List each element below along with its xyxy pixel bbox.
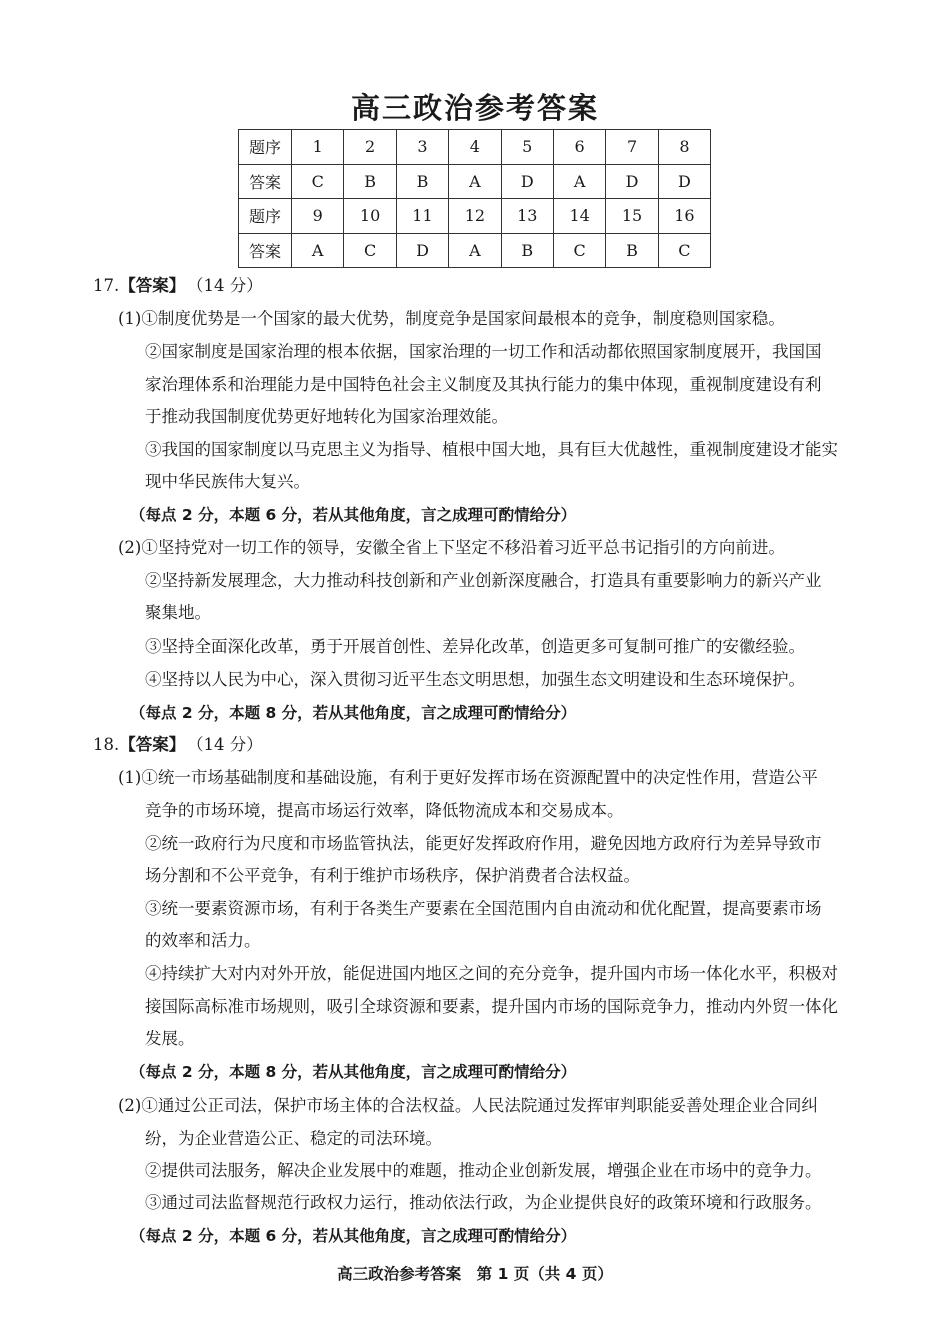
q18-p1-line: (1)①统一市场基础制度和基础设施，有利于更好发挥市场在资源配置中的决定性作用，营造公平 xyxy=(118,768,818,787)
q17-p2-line: (2)①坚持党对一切工作的领导，安徽全省上下坚定不移沿着习近平总书记指引的方向前进。 xyxy=(118,538,785,557)
answer-table-cell: 16 xyxy=(658,199,710,234)
q17-p1-line: 于推动我国制度优势更好地转化为国家治理效能。 xyxy=(145,407,508,426)
page-title: 高三政治参考答案 xyxy=(350,91,599,125)
q17-p2-line: ②坚持新发展理念，大力推动科技创新和产业创新深度融合，打造具有重要影响力的新兴产业 xyxy=(145,571,822,590)
answer-table-cell: D xyxy=(396,233,448,268)
q18-p1-line: 场分割和不公平竞争，有利于维护市场秩序，保护消费者合法权益。 xyxy=(145,866,640,885)
q18-p1-line: ④持续扩大对内对外开放，能促进国内地区之间的充分竞争，提升国内市场一体化水平，积极对 xyxy=(145,964,838,983)
q18-p2-line: ③通过司法监督规范行政权力运行，推动依法行政，为企业提供良好的政策环境和行政服务。 xyxy=(145,1193,822,1212)
answer-table-cell: 10 xyxy=(344,199,396,234)
answer-table-row-label: 题序 xyxy=(239,199,292,234)
answer-table-cell: 1 xyxy=(292,130,344,165)
answer-table-cell: C xyxy=(292,164,344,199)
answer-table-cell: 3 xyxy=(396,130,448,165)
q18-p2-line: 纷，为企业营造公正、稳定的司法环境。 xyxy=(145,1129,442,1148)
q17-p1-scoring-note: （每点 2 分，本题 6 分，若从其他角度，言之成理可酌情给分） xyxy=(130,506,577,524)
page-footer: 高三政治参考答案 第 1 页（共 4 页） xyxy=(337,1265,613,1283)
q18-p2-scoring-note: （每点 2 分，本题 6 分，若从其他角度，言之成理可酌情给分） xyxy=(130,1227,577,1245)
answer-table-cell: D xyxy=(606,164,658,199)
q18-p1-scoring-note: （每点 2 分，本题 8 分，若从其他角度，言之成理可酌情给分） xyxy=(130,1063,577,1081)
answer-table-cell: A xyxy=(292,233,344,268)
answer-table-cell: 8 xyxy=(658,130,710,165)
answer-table-cell: 4 xyxy=(449,130,501,165)
answer-table-cell: 11 xyxy=(396,199,448,234)
answer-table-cell: 7 xyxy=(606,130,658,165)
q18-p2-line: ②提供司法服务，解决企业发展中的难题，推动企业创新发展，增强企业在市场中的竞争力。 xyxy=(145,1161,822,1180)
q17-score: （14 分） xyxy=(195,276,263,295)
answer-table-cell: B xyxy=(396,164,448,199)
answer-table-cell: A xyxy=(449,164,501,199)
answer-table-cell: B xyxy=(501,233,553,268)
answer-table-cell: 9 xyxy=(292,199,344,234)
q18-p1-line: 的效率和活力。 xyxy=(145,931,261,950)
q18-p1-line: ③统一要素资源市场，有利于各类生产要素在全国范围内自由流动和优化配置，提高要素市场 xyxy=(145,899,822,918)
answer-table-row-label: 题序 xyxy=(239,130,292,165)
answer-table-cell: C xyxy=(658,233,710,268)
q17-header xyxy=(93,271,263,301)
q18-p1-line: 竞争的市场环境，提高市场运行效率，降低物流成本和交易成本。 xyxy=(145,801,624,820)
q17-p1-line: ②国家制度是国家治理的根本依据，国家治理的一切工作和活动都依照国家制度展开，我国国 xyxy=(145,342,822,361)
q18-p1-line: 发展。 xyxy=(145,1029,195,1048)
answer-table-cell: 13 xyxy=(501,199,553,234)
q17-p2-line: ④坚持以人民为中心，深入贯彻习近平生态文明思想，加强生态文明建设和生态环境保护。 xyxy=(145,670,805,689)
q17-answer-tag: 【答案】 xyxy=(119,276,186,295)
answer-table-row xyxy=(239,233,711,268)
q18-header xyxy=(93,730,263,760)
answer-table-cell: B xyxy=(344,164,396,199)
answer-table-cell: D xyxy=(501,164,553,199)
q18-number: 18. xyxy=(93,735,120,754)
answer-table-cell: D xyxy=(658,164,710,199)
answer-table-row-label: 答案 xyxy=(239,164,292,199)
q17-p2-scoring-note: （每点 2 分，本题 8 分，若从其他角度，言之成理可酌情给分） xyxy=(130,704,577,722)
answer-table-cell: 14 xyxy=(553,199,605,234)
q18-p1-line: 接国际高标准市场规则，吸引全球资源和要素，提升国内市场的国际竞争力，推动内外贸一体化 xyxy=(145,997,838,1016)
answer-table-cell: 12 xyxy=(449,199,501,234)
q17-p1-line: (1)①制度优势是一个国家的最大优势，制度竞争是国家间最根本的竞争，制度稳则国家稳。 xyxy=(118,309,785,328)
answer-table-cell: 5 xyxy=(501,130,553,165)
q17-number: 17. xyxy=(93,276,120,295)
answer-table-cell: A xyxy=(553,164,605,199)
answer-table-cell: C xyxy=(553,233,605,268)
q18-answer-tag: 【答案】 xyxy=(119,735,186,754)
q17-p2-line: 聚集地。 xyxy=(145,603,211,622)
answer-table-row xyxy=(239,164,711,199)
q17-p1-line: ③我国的国家制度以马克思主义为指导、植根中国大地，具有巨大优越性，重视制度建设才能实 xyxy=(145,440,838,459)
q18-p2-line: (2)①通过公正司法，保护市场主体的合法权益。人民法院通过发挥审判职能妥善处理企业合同纠 xyxy=(118,1096,818,1115)
answer-table-cell: B xyxy=(606,233,658,268)
q18-score: （14 分） xyxy=(195,735,263,754)
answer-table-cell: 6 xyxy=(553,130,605,165)
answer-table-cell: A xyxy=(449,233,501,268)
q17-p1-line: 家治理体系和治理能力是中国特色社会主义制度及其执行能力的集中体现，重视制度建设有利 xyxy=(145,375,822,394)
answer-table-cell: C xyxy=(344,233,396,268)
q18-p1-line: ②统一政府行为尺度和市场监管执法，能更好发挥政府作用，避免因地方政府行为差异导致市 xyxy=(145,834,822,853)
answer-table-row xyxy=(239,199,711,234)
answer-table-row-label: 答案 xyxy=(239,233,292,268)
q17-p2-line: ③坚持全面深化改革，勇于开展首创性、差异化改革，创造更多可复制可推广的安徽经验。 xyxy=(145,637,805,656)
answer-table-cell: 15 xyxy=(606,199,658,234)
q17-p1-line: 现中华民族伟大复兴。 xyxy=(145,472,310,491)
answer-table-cell: 2 xyxy=(344,130,396,165)
answer-table xyxy=(238,129,711,268)
answer-table-row xyxy=(239,130,711,165)
